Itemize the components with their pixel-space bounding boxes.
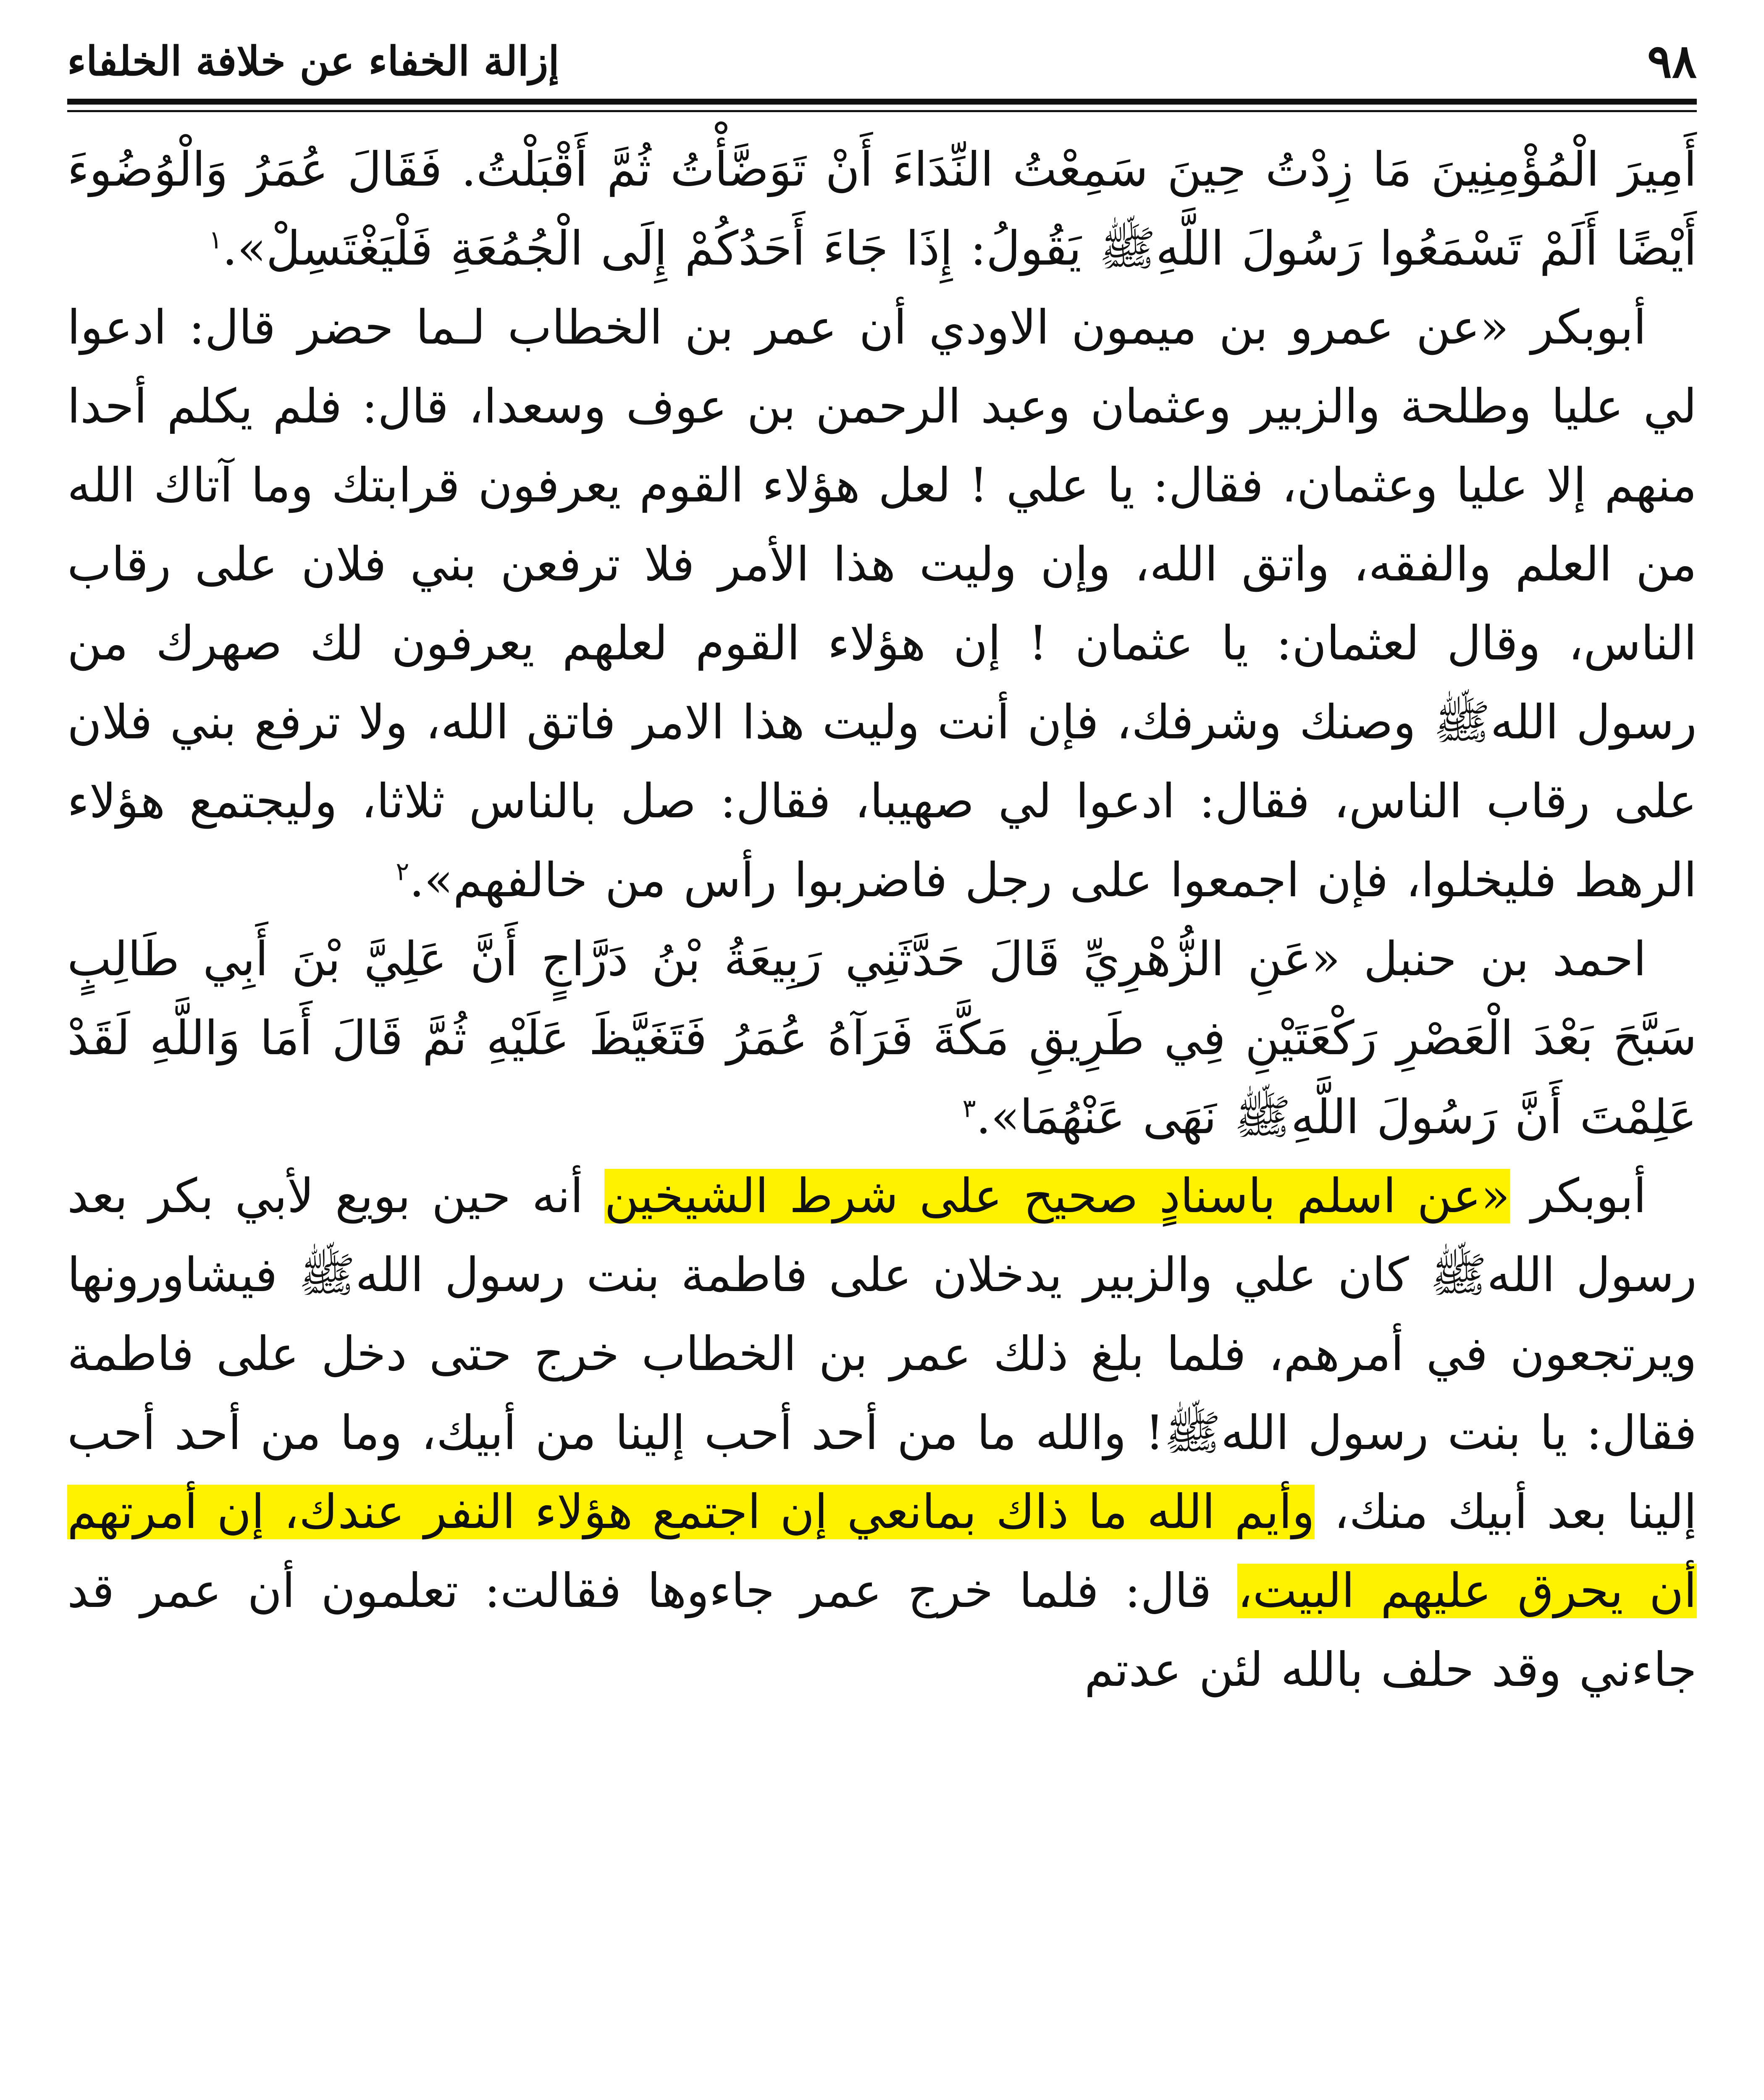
- running-title: إزالة الخفاء عن خلافة الخلفاء: [67, 37, 559, 85]
- paragraph-text: أنه حين بويع لأبي بكر بعد رسول اللهﷺ كان علي والزبير يدخلان على فاطمة بنت رسول اللهﷺ فيشاورونها ويرتجعون في أمرهم، فلما بلغ ذلك عمر بن الخطاب خرج حتى دخل على فاطمة فقال: يا بنت رسول اللهﷺ! والله ما من أحد أحب إلينا من أبيك، وما من أحد أحب إلينا بعد أبيك منك،: [67, 1169, 1697, 1539]
- paragraph-text: أبوبكر «عن عمرو بن ميمون الاودي أن عمر بن الخطاب لـما حضر قال: ادعوا لي عليا وطلحة والزبير وعثمان وعبد الرحمن بن عوف وسعدا، قال: فلم يكلم أحدا منهم إلا عليا وعثمان، فقال: يا علي ! لعل هؤلاء القوم يعرفون قرابتك وما آتاك الله من العلم والفقه، واتق الله، وإن وليت هذا الأمر فلا ترفعن بني فلان على رقاب الناس، وقال لعثمان: يا عثمان ! إن هؤلاء القوم لعلهم يعرفون لك صهرك من رسول اللهﷺ وصنك وشرفك، فإن أنت وليت هذا الامر فاتق الله، ولا ترفع بني فلان على رقاب الناس، فقال: ادعوا لي صهيبا، فقال: صل بالناس ثلاثا، وليجتمع هؤلاء الرهط فليخلوا، فإن اجمعوا على رجل فاضربوا رأس من خالفهم».: [67, 300, 1697, 908]
- highlighted-text: «عن اسلم باسنادٍ صحيح على شرط الشيخين: [604, 1169, 1510, 1223]
- header-rule-thick: [67, 99, 1697, 105]
- footnote-marker: ٣: [962, 1094, 976, 1124]
- paragraph-text: أبوبكر: [1509, 1169, 1646, 1223]
- footnote-marker: ١: [209, 225, 223, 255]
- paragraph-text: احمد بن حنبل «عَنِ الزُّهْرِيِّ قَالَ حَدَّثَنِي رَبِيعَةُ بْنُ دَرَّاجٍ أَنَّ عَلِيَّ بْنَ أَبِي طَالِبٍ سَبَّحَ بَعْدَ الْعَصْرِ رَكْعَتَيْنِ فِي طَرِيقِ مَكَّةَ فَرَآهُ عُمَرُ فَتَغَيَّظَ عَلَيْهِ ثُمَّ قَالَ أَمَا وَاللَّهِ لَقَدْ عَلِمْتَ أَنَّ رَسُولَ اللَّهِﷺ نَهَى عَنْهُمَا».: [67, 932, 1697, 1144]
- body-text: [67, 130, 1697, 1709]
- page-header: [67, 29, 1697, 92]
- page-number: ٩٨: [1647, 34, 1697, 88]
- paragraph: [67, 920, 1697, 1157]
- header-rule-thin: [67, 110, 1697, 112]
- paragraph: [67, 130, 1697, 288]
- paragraph: [67, 1157, 1697, 1709]
- paragraph: [67, 288, 1697, 920]
- highlighted-text: وأيم الله ما ذاك بمانعي إن اجتمع هؤلاء النفر عندك، إن أمرتهم أن يحرق عليهم البيت،: [67, 1485, 1697, 1618]
- paragraph-text: أَمِيرَ الْمُؤْمِنِينَ مَا زِدْتُ حِينَ سَمِعْتُ النِّدَاءَ أَنْ تَوَضَّأْتُ ثُمَّ أَقْبَلْتُ. فَقَالَ عُمَرُ وَالْوُضُوءَ أَيْضًا أَلَمْ تَسْمَعُوا رَسُولَ اللَّهِﷺ يَقُولُ: إِذَا جَاءَ أَحَدُكُمْ إِلَى الْجُمُعَةِ فَلْيَغْتَسِلْ».: [67, 142, 1697, 276]
- footnote-marker: ٢: [396, 857, 410, 887]
- paragraph-text: قال: فلما خرج عمر جاءوها فقالت: تعلمون أن عمر قد جاءني وقد حلف بالله لئن عدتم: [67, 1564, 1697, 1697]
